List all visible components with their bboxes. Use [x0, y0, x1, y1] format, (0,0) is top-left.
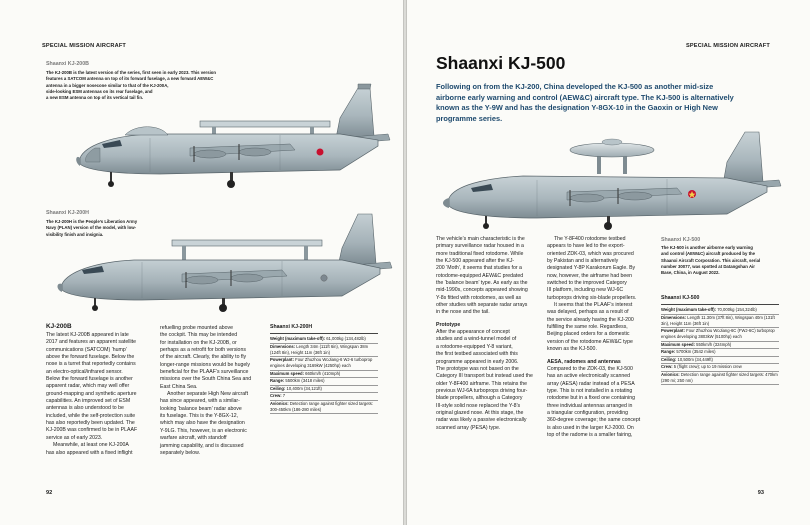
text-line: other studies with separate radar arrays: [436, 302, 528, 309]
text-line: programme appeared in early 2006.: [436, 358, 519, 365]
spec-row: [661, 349, 779, 357]
text-line: turboprops driving six-blade propellers.: [547, 294, 637, 301]
text-line: in the nose and the tail.: [436, 309, 490, 316]
text-line: included, while the self-protection suite: [46, 412, 136, 419]
text-line: It seems that the PLAAF’s interest: [554, 302, 633, 309]
spec-value: 10,500m (34,449ft): [676, 356, 713, 362]
right-page: [407, 0, 810, 525]
text-line: blade propellers, although a Category: [436, 395, 523, 402]
text-line: for installation on the KJ-200B, or: [160, 339, 237, 346]
intro-line: Following on from the KJ-200, China developed the KJ-500 as another mid-size: [436, 82, 714, 91]
text-line: longer-range missions would be hugely: [160, 361, 250, 368]
spec-label: Avionics:: [270, 400, 289, 406]
kj200h-spec-box: [270, 325, 378, 414]
text-line: switched to the improved Category: [547, 280, 627, 287]
kj-200h-aircraft-illustration: [42, 198, 402, 318]
spec-label: Ceiling:: [270, 385, 286, 391]
spec-value: Length 34m (111ft 6in), Wingspan 38m (124ft 8in), Height 11m (36ft 1in): [270, 343, 369, 355]
text-line: the service already having the KJ-200: [547, 316, 634, 323]
text-line: top of the radome is a smaller fairing,: [547, 431, 633, 438]
text-line: beneficial for the PLAAF’s surveillance: [160, 369, 249, 376]
text-line: refuelling probe mounted above: [160, 325, 233, 331]
text-line: The prototype was not based on the: [436, 365, 519, 372]
text-line: rotodome-equipped AEW&C predated: [436, 272, 524, 279]
text-line: above the forward fuselage. Below the: [46, 354, 135, 361]
text-line: older Y-8F400 airframe. This retains the: [436, 380, 528, 387]
text-line: jamming capability, and is discussed: [160, 442, 244, 449]
text-line: Y-8s fitted with rotodomes, as well as: [436, 294, 522, 301]
spec-value: Four Zhuzhou WoJiang-6 WJ-6 turboprop engines developing 3169kW (4250hp) each: [270, 357, 373, 369]
caption-line: side-looking ESM antennas on its rear fuselage, and: [46, 88, 153, 94]
text-line: the first testbed associated with this: [436, 351, 518, 358]
text-line: an electro-optical/infrared sensor.: [46, 368, 123, 375]
text-line: scanned array (PESA) type.: [436, 424, 501, 431]
text-line: has since appeared, with a similar-: [160, 398, 240, 405]
text-line: studies and a wind-tunnel model of: [436, 336, 517, 343]
spec-label: Crew:: [270, 393, 282, 399]
text-line: looking ‘balance beam’ radar above: [160, 405, 242, 412]
text-line: designated Y-8P Karakorum Eagle. By: [547, 265, 636, 272]
kj-500-aircraft-illustration: [427, 128, 802, 233]
text-line: nose is a turret that reportedly contains: [46, 361, 136, 368]
intro-line: known as the Y-9W and has the designation Y-8GX-10 in the Gaoxin or High New: [436, 103, 718, 113]
text-line: 200 ‘Moth’, it seems that studies for a: [436, 265, 522, 272]
text-line: primary surveillance radar housed in a: [436, 243, 524, 250]
caption-line: number 30077, was spotted at Datangshan Air: [661, 263, 755, 269]
text-line: of the aircraft. Clearly, the ability to fly: [160, 354, 247, 361]
left-body-column-1: [46, 332, 154, 457]
spec-value: 61,000kg (134,482lb): [325, 336, 366, 342]
spec-label: Dimensions:: [270, 343, 296, 349]
spec-row: [270, 357, 378, 371]
text-line: previous WJ-6A turboprops driving four-: [436, 387, 528, 394]
text-line: has also appeared with a fixed inflight: [46, 449, 133, 456]
spec-value: 7: [281, 393, 286, 399]
left-body-column-2: [160, 325, 268, 457]
text-line: oriented ZDK-03, which was procured: [547, 250, 634, 257]
intro-line: programme series.: [436, 113, 503, 123]
spec-row: [661, 357, 779, 365]
caption-line: Navy (PLAN) version of the model, with low-: [46, 225, 137, 231]
text-line: capabilities. An improved set of ESM: [46, 398, 131, 405]
text-line: version of the rotodome AEW&C type: [547, 338, 633, 345]
text-line: now, however, the airframe had been: [547, 272, 633, 279]
text-line: more traditional fixed rotodome. While: [436, 250, 524, 257]
text-line: III platform, including new WJ-6C: [547, 287, 624, 294]
spec-row: [661, 342, 779, 350]
text-line: its fuselage. This is the Y-8GX-12,: [160, 413, 239, 420]
text-line: 2017 and features an apparent satellite: [46, 339, 136, 346]
spec-row: [661, 328, 779, 342]
kj-200b-aircraft-illustration: [40, 78, 402, 196]
section-label: SPECIAL MISSION AIRCRAFT: [42, 43, 127, 49]
spec-value: Detection range against fighter sized targets: 300-450km (186-280 miles): [270, 400, 373, 412]
text-line: The vehicle’s main characteristic is the: [436, 236, 525, 242]
text-line: type. This is not installed in a rotating: [547, 387, 633, 394]
right-body-column-2: [547, 236, 657, 439]
text-line: East China Sea.: [160, 383, 198, 390]
text-line: a triangular configuration, providing: [547, 409, 629, 416]
text-line: separately below.: [160, 449, 201, 456]
profile-title-kj200h: Shaanxi KJ-200H: [46, 210, 89, 216]
text-line: warfare aircraft, with standoff: [160, 435, 227, 442]
spec-label: Weight (maximum take-off):: [661, 307, 717, 313]
section-label: SPECIAL MISSION AIRCRAFT: [685, 43, 770, 49]
spec-value: 550km/h (324mph): [694, 341, 732, 347]
caption-line: features a SATCOM antenna on top of its forward fuselage, a new forward AEW&C: [46, 76, 214, 82]
spec-row: [270, 386, 378, 394]
spec-row: [270, 371, 378, 379]
text-line: a rotodome-equipped Y-8 variant,: [436, 343, 513, 350]
caption-line: a new ESM antenna on top of its vertical tail fin.: [46, 95, 144, 101]
spec-label: Powerplant:: [661, 328, 685, 334]
spec-label: Powerplant:: [270, 357, 294, 363]
spec-label: Maximum speed:: [661, 341, 695, 347]
text-line: is also used in the larger KJ-2000. On: [547, 424, 634, 431]
spec-value: 5 (flight crew); up to 19 mission crew: [672, 364, 742, 370]
text-line: appears to have led to the export-: [547, 243, 625, 250]
spec-title: Shaanxi KJ-200H: [270, 325, 378, 334]
caption-line: The KJ-500 is another airborne early warning: [661, 245, 753, 250]
text-line: ground-mapping and synthetic aperture: [46, 390, 137, 397]
caption-line: The KJ-200B is the latest version of the series, first seen in early 2023. This version: [46, 70, 217, 75]
text-line: Below the forward fuselage is another: [46, 376, 133, 383]
text-line: III-style solid nose replaced the Y-8’s: [436, 402, 521, 409]
text-line: missions over the South China Sea and: [160, 376, 252, 383]
spec-label: Avionics:: [661, 371, 680, 377]
profile-caption-kj500: [661, 245, 791, 276]
text-line: rotodome but in a fixed one containing: [547, 395, 635, 402]
right-body-column-1: [436, 236, 546, 432]
text-line: antennas is also understood to be: [46, 405, 124, 412]
page-number: 92: [46, 490, 53, 496]
text-line: has also reportedly been updated. The: [46, 420, 135, 427]
spec-label: Weight (maximum take-off):: [270, 336, 326, 342]
intro-paragraph: [436, 82, 796, 124]
text-line: by Pakistan and is alternatively: [547, 258, 619, 265]
spec-value: Detection range against fighter sized targets: 470km (290 mi; 250 nm): [661, 371, 778, 383]
text-line: was delayed, perhaps as a result of: [547, 309, 629, 316]
text-line: service as of early 2023.: [46, 434, 103, 441]
text-line: Another separate High New aircraft: [167, 391, 249, 398]
text-line: KJ-200B was confirmed to be in PLAAF: [46, 427, 138, 434]
text-line: has an active electronically scanned: [547, 373, 631, 380]
text-line: After the appearance of concept: [436, 329, 510, 336]
spec-label: Range:: [270, 378, 285, 384]
spec-label: Ceiling:: [661, 356, 677, 362]
spec-row: [270, 401, 378, 415]
spec-row: [661, 364, 779, 372]
text-line: 360-degree coverage; the same concept: [547, 417, 641, 424]
text-line: Y-9LG. This, however, is an electronic: [160, 427, 247, 434]
caption-line: Base, China, in August 2022.: [661, 270, 720, 276]
spec-value: 70,000kg (154,324lb): [716, 307, 757, 313]
spec-title: Shaanxi KJ-500: [661, 296, 779, 305]
text-line: array (AESA) radar instead of a PESA: [547, 380, 635, 387]
text-line: the ‘balance beam’ type. As early as the: [436, 280, 528, 287]
text-line: Category III transport but instead used the: [436, 373, 533, 380]
spec-label: Maximum speed:: [270, 370, 304, 376]
text-line: apparent radar, which may well offer: [46, 383, 130, 390]
profile-title-kj200b: Shaanxi KJ-200B: [46, 61, 89, 67]
spec-value: 660km/h (410mph): [303, 370, 341, 376]
profile-title-kj500: Shaanxi KJ-500: [661, 237, 701, 243]
spec-row: [661, 307, 779, 315]
text-line: communications (SATCOM) ‘hump’: [46, 346, 127, 353]
article-title: Shaanxi KJ-500: [436, 53, 566, 73]
text-line: Meanwhile, at least one KJ-200A: [53, 442, 129, 449]
text-line: the KJ-500 appeared after the KJ-: [436, 258, 515, 265]
caption-line: The KJ-200H is the People’s Liberation Army: [46, 219, 138, 224]
text-line: three individual antennas arranged in: [547, 402, 633, 409]
aesa-heading: AESA, radomes and antennas: [547, 358, 621, 365]
spec-row: [270, 336, 378, 344]
text-line: perhaps as a retrofit for both versions: [160, 347, 246, 354]
text-line: The latest KJ-200B appeared in late: [46, 332, 129, 338]
caption-line: Shaanxi Aircraft Corporation. This aircraft, serial: [661, 257, 761, 263]
kj500-spec-box: [661, 296, 779, 385]
caption-line: and control (AEW&C) aircraft produced by the: [661, 251, 756, 257]
spec-value: Four Zhuzhou WoJiang-6C (FWJ-6C) turboprop engines developing 3803kW (5100hp) each: [661, 328, 775, 340]
spec-value: 10,400m (34,121ft): [285, 385, 322, 391]
text-line: the cockpit. This may be intended: [160, 332, 238, 339]
caption-line: antenna in a bigger nosecone similar to that of the KJ-200A,: [46, 82, 169, 88]
text-line: mid-1990s, concepts appeared showing: [436, 287, 528, 294]
text-line: The Y-8F400 rotodome testbed: [554, 236, 626, 242]
spec-value: 5500km (3418 miles): [284, 378, 325, 384]
spec-value: 5700km (3542 miles): [675, 349, 716, 355]
intro-line: airborne early warning and control (AEW&C) aircraft type. The KJ-500 is alternatively: [436, 92, 734, 102]
spec-label: Dimensions:: [661, 314, 687, 320]
spec-value: Length 11.30m (37ft 8in), Wingspan 40m (131ft 3in), Height 11m (36ft 1in): [661, 314, 775, 326]
text-line: known as the KJ-500.: [547, 346, 597, 353]
text-line: Compared to the ZDK-03, the KJ-500: [547, 365, 633, 372]
spec-row: [661, 315, 779, 329]
text-line: radar was likely a passive electronically: [436, 417, 527, 424]
spec-label: Range:: [661, 349, 676, 355]
text-line: which may also have the designation: [160, 420, 245, 427]
spec-row: [661, 372, 779, 386]
text-line: original glazed nose. At this stage, the: [436, 409, 524, 416]
caption-line: visibility finish and insignia.: [46, 231, 104, 237]
left-page: [0, 0, 403, 525]
text-line: fulfilling the same role. Regardless,: [547, 324, 628, 331]
spec-row: [270, 344, 378, 358]
text-line: Beijing placed orders for a domestic: [547, 331, 630, 338]
spec-row: [270, 393, 378, 401]
spec-row: [270, 378, 378, 386]
prototype-heading: Prototype: [436, 321, 461, 328]
page-number: 93: [757, 490, 764, 496]
kj200b-heading: KJ-200B: [46, 323, 72, 330]
spec-label: Crew:: [661, 364, 673, 370]
